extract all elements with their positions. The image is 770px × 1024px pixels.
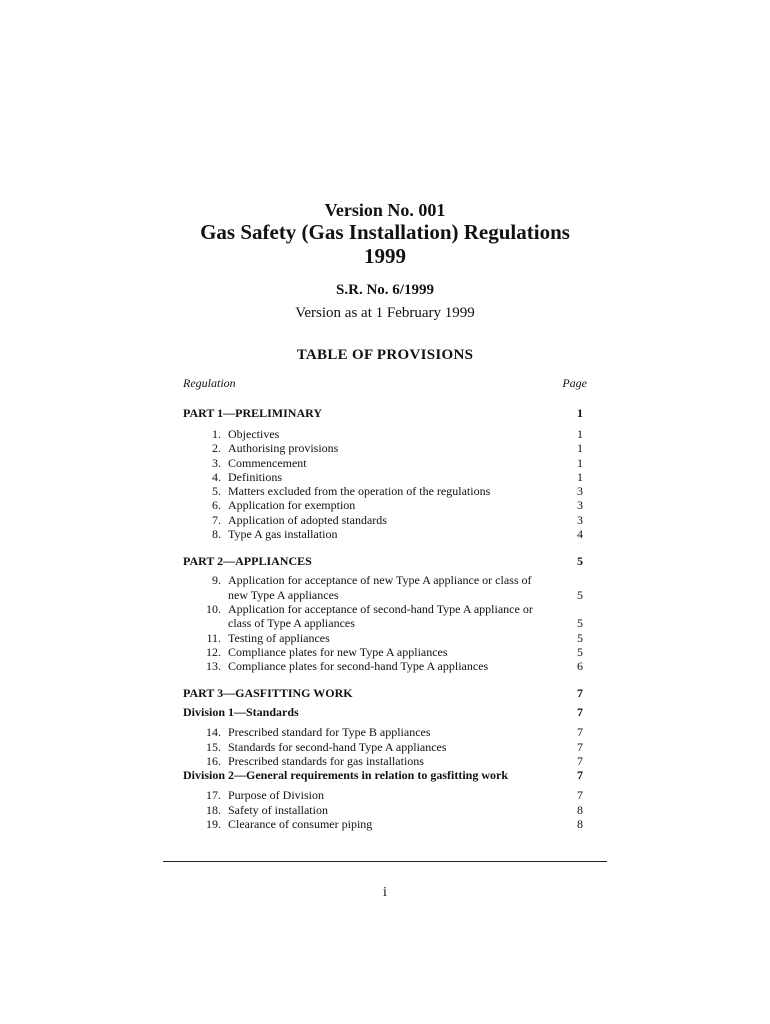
entry-page: 7 (577, 788, 583, 803)
entry-number: 8. (212, 527, 221, 542)
entry-title: Standards for second-hand Type A appliances (228, 739, 447, 754)
division-heading-text: Division 1—Standards (183, 705, 299, 720)
part-page: 1 (577, 406, 583, 420)
document-title (0, 220, 770, 268)
entry-page: 8 (577, 816, 583, 831)
entry-number: 6. (212, 498, 221, 513)
entry-title: Definitions (228, 469, 282, 484)
entry-title: Testing of appliances (228, 630, 330, 645)
entry-page: 5 (577, 644, 583, 659)
part-heading[interactable] (183, 686, 587, 703)
toc-entry[interactable] (183, 817, 587, 831)
entry-page: 5 (577, 630, 583, 645)
part-heading-text: PART 2—APPLIANCES (183, 554, 312, 569)
entry-number: 16. (206, 754, 221, 769)
entry-number: 10. (206, 601, 221, 616)
entry-title: Prescribed standards for gas installations (228, 754, 424, 769)
entry-number: 17. (206, 788, 221, 803)
regulation-column-label: Regulation (183, 376, 236, 390)
toc-entry[interactable] (183, 513, 587, 527)
entry-page: 7 (577, 725, 583, 740)
toc-entry[interactable] (183, 456, 587, 470)
title-line-2: 1999 (364, 244, 406, 268)
toc-entry[interactable] (183, 527, 587, 541)
toc-entry[interactable] (183, 725, 587, 739)
entry-title: Compliance plates for second-hand Type A appliances (228, 659, 489, 674)
toc-entry[interactable] (183, 470, 587, 484)
entry-title-line-1: Application for acceptance of new Type A appliance or class of (228, 573, 532, 588)
entry-number: 2. (212, 441, 221, 456)
entry-page: 6 (577, 659, 583, 674)
table-of-provisions (183, 376, 587, 831)
division-page: 7 (577, 705, 583, 720)
entry-number: 15. (206, 739, 221, 754)
entry-page: 8 (577, 802, 583, 817)
toc-entry[interactable] (183, 788, 587, 802)
page-number: i (383, 885, 387, 900)
title-line-1: Gas Safety (Gas Installation) Regulations (200, 220, 570, 244)
toc-entry[interactable] (183, 602, 587, 631)
page-column-label: Page (562, 376, 587, 390)
entry-title: Clearance of consumer piping (228, 816, 373, 831)
division-page: 7 (577, 768, 583, 783)
entry-page: 3 (577, 498, 583, 513)
entry-title: Objectives (228, 427, 280, 441)
part-heading-text: PART 3—GASFITTING WORK (183, 686, 353, 701)
entry-title (228, 602, 563, 631)
entry-title-line-2: class of Type A appliances (228, 616, 355, 631)
toc-entry[interactable] (183, 484, 587, 498)
part-heading-text: PART 1—PRELIMINARY (183, 406, 323, 420)
statutory-rule-number: S.R. No. 6/1999 (336, 282, 434, 298)
entry-page: 3 (577, 512, 583, 527)
entry-number: 4. (212, 469, 221, 484)
entry-page: 1 (577, 469, 583, 484)
entry-page: 1 (577, 427, 583, 441)
entry-title: Purpose of Division (228, 788, 324, 803)
toc-entry[interactable] (183, 659, 587, 673)
toc-entry[interactable] (183, 427, 587, 441)
entry-title: Application of adopted standards (228, 512, 387, 527)
entry-title: Prescribed standard for Type B appliances (228, 725, 431, 740)
part-page: 5 (577, 554, 583, 569)
entry-page: 1 (577, 455, 583, 470)
entry-page: 4 (577, 527, 583, 542)
entry-page: 7 (577, 739, 583, 754)
entry-number: 14. (206, 725, 221, 740)
division-heading[interactable] (183, 768, 587, 785)
entry-title-line-1: Application for acceptance of second-hand Type A appliance or (228, 601, 533, 616)
entry-number: 18. (206, 802, 221, 817)
entry-title: Safety of installation (228, 802, 328, 817)
entry-number: 7. (212, 512, 221, 527)
toc-entry[interactable] (183, 631, 587, 645)
toc-entry[interactable] (183, 754, 587, 768)
entry-number: 13. (206, 659, 221, 674)
entry-title: Compliance plates for new Type A appliances (228, 644, 448, 659)
division-heading-text: Division 2—General requirements in relation to gasfitting work (183, 768, 508, 783)
toc-entry[interactable] (183, 573, 587, 602)
entry-number: 12. (206, 644, 221, 659)
entry-title: Application for exemption (228, 498, 356, 513)
toc-entry[interactable] (183, 498, 587, 512)
entry-number: 1. (212, 427, 221, 441)
toc-entry[interactable] (183, 441, 587, 455)
part-heading[interactable] (183, 554, 587, 571)
toc-heading: TABLE OF PROVISIONS (296, 347, 474, 363)
entry-number: 9. (212, 573, 221, 588)
version-label: Version No. 001 (324, 200, 446, 220)
entry-number: 3. (212, 455, 221, 470)
part-heading[interactable] (183, 406, 587, 423)
entry-title: Authorising provisions (228, 441, 339, 456)
toc-entry[interactable] (183, 803, 587, 817)
entry-title-line-2: new Type A appliances (228, 587, 339, 602)
division-heading[interactable] (183, 705, 587, 722)
entry-page: 5 (577, 616, 583, 631)
footer-rule (163, 861, 607, 862)
entry-page: 5 (577, 587, 583, 602)
entry-page: 3 (577, 484, 583, 499)
toc-entry[interactable] (183, 740, 587, 754)
entry-title: Commencement (228, 455, 307, 470)
part-page: 7 (577, 686, 583, 701)
entry-title (228, 573, 563, 602)
entry-page: 7 (577, 754, 583, 769)
entry-page: 1 (577, 441, 583, 456)
entry-title: Matters excluded from the operation of the regulations (228, 484, 491, 499)
entry-number: 5. (212, 484, 221, 499)
toc-column-headers (183, 376, 587, 392)
entry-number: 19. (206, 816, 221, 831)
entry-number: 11. (206, 630, 221, 645)
version-date: Version as at 1 February 1999 (295, 305, 475, 321)
entry-title: Type A gas installation (228, 527, 338, 542)
toc-entry[interactable] (183, 645, 587, 659)
